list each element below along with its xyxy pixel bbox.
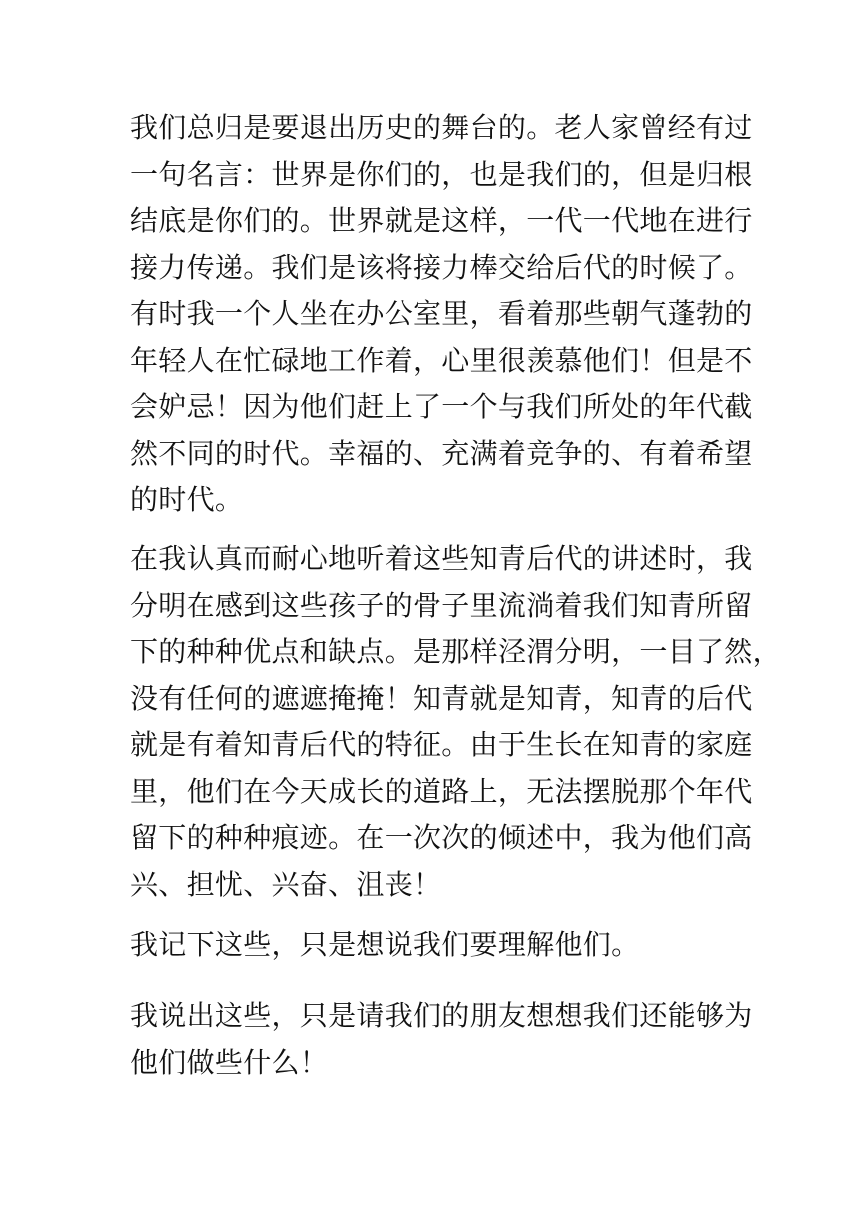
text-line: 没有任何的遮遮掩掩！知青就是知青，知青的后代 bbox=[130, 681, 753, 715]
text-line: 下的种种优点和缺点。是那样泾渭分明，一目了然， bbox=[130, 635, 781, 668]
text-line: 里，他们在今天成长的道路上，无法摆脱那个年代 bbox=[130, 774, 753, 808]
text-line: 分明在感到这些孩子的骨子里流淌着我们知青所留 bbox=[130, 588, 753, 622]
text-line: 接力传递。我们是该将接力棒交给后代的时候了。 bbox=[130, 250, 753, 284]
text-line: 的时代。 bbox=[130, 483, 244, 516]
text-line: 然不同的时代。幸福的、充满着竞争的、有着希望 bbox=[130, 436, 753, 470]
text-line: 年轻人在忙碌地工作着，心里很羡慕他们！但是不 bbox=[130, 343, 753, 377]
paragraph-1 bbox=[130, 105, 753, 524]
text-line: 我们总归是要退出历史的舞台的。老人家曾经有过 bbox=[130, 111, 753, 144]
text-line: 一句名言：世界是你们的，也是我们的，但是归根 bbox=[130, 157, 753, 191]
text-line: 兴、担忧、兴奋、沮丧！ bbox=[130, 867, 442, 901]
text-line: 我说出这些，只是请我们的朋友想想我们还能够为 bbox=[130, 999, 753, 1032]
text-line: 结底是你们的。世界就是这样，一代一代地在进行 bbox=[130, 204, 753, 237]
paragraph-3 bbox=[130, 922, 730, 969]
text-line: 就是有着知青后代的特征。由于生长在知青的家庭 bbox=[130, 728, 753, 761]
text-line: 他们做些什么！ bbox=[130, 1045, 329, 1079]
text-line: 会妒忌！因为他们赶上了一个与我们所处的年代截 bbox=[130, 390, 753, 423]
paragraph-2 bbox=[130, 536, 781, 908]
text-line: 有时我一个人坐在办公室里，看着那些朝气蓬勃的 bbox=[130, 297, 753, 330]
text-line: 在我认真而耐心地听着这些知青后代的讲述时，我 bbox=[130, 542, 753, 575]
paragraph-4 bbox=[130, 993, 753, 1086]
text-line: 留下的种种痕迹。在一次次的倾述中，我为他们高 bbox=[130, 821, 753, 854]
text-line: 我记下这些，只是想说我们要理解他们。 bbox=[130, 928, 640, 961]
